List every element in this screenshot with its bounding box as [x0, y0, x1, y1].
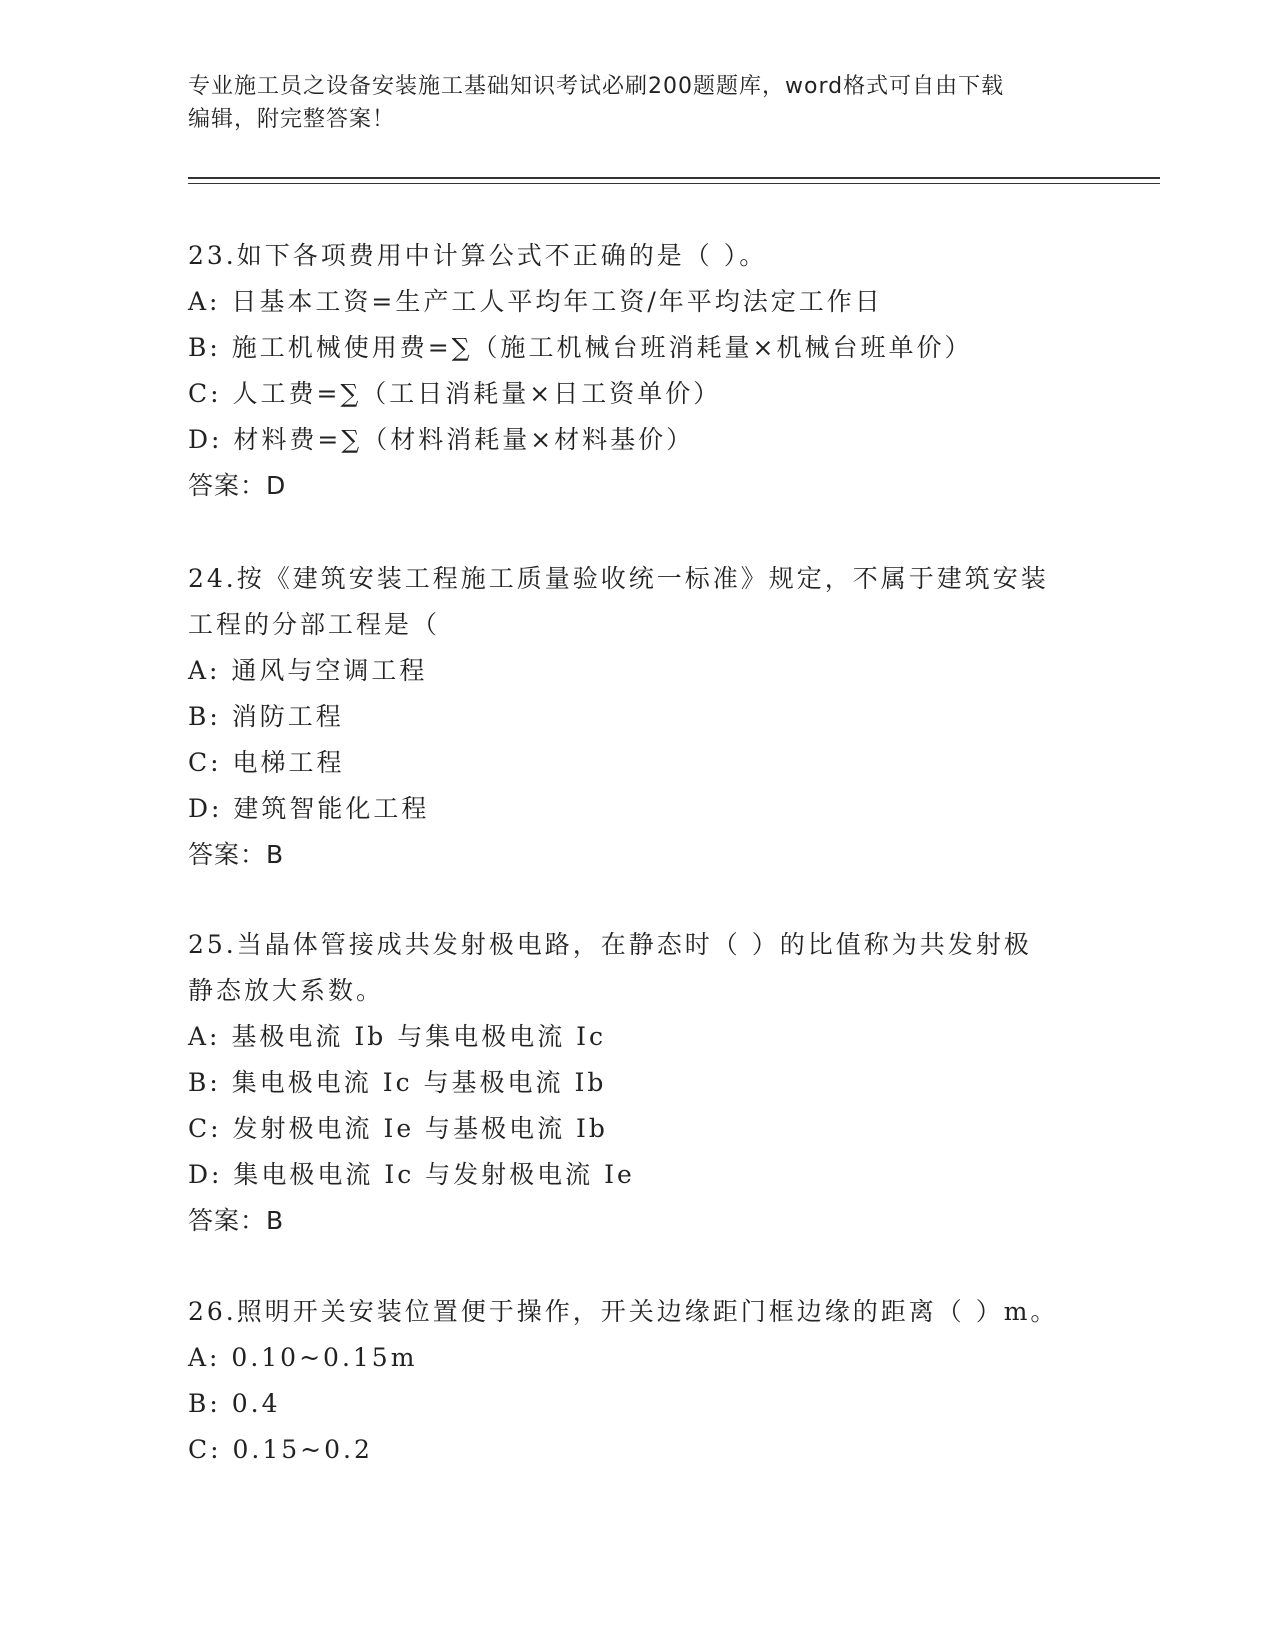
question-25: [188, 922, 1088, 1244]
question-23: [188, 233, 1088, 509]
header-line-2: 编辑，附完整答案！: [188, 107, 396, 132]
option-a: A: 通风与空调工程: [188, 656, 428, 685]
option-a: A: 0.10~0.15m: [188, 1343, 418, 1372]
option-d: D: 集电极电流 Ic 与发射极电流 Ie: [188, 1160, 635, 1189]
option-b: B: 消防工程: [188, 702, 344, 731]
question-26: [188, 1289, 1088, 1473]
option-d: D: 材料费=∑（材料消耗量×材料基价）: [188, 425, 695, 454]
question-text: 23.如下各项费用中计算公式不正确的是（ ）。: [188, 241, 768, 270]
question-text: 26.照明开关安装位置便于操作，开关边缘距门框边缘的距离（ ）m。: [188, 1297, 1059, 1326]
answer-text: 答案：B: [188, 840, 285, 869]
question-text: 24.按《建筑安装工程施工质量验收统一标准》规定，不属于建筑安装: [188, 564, 1049, 593]
option-b: B: 0.4: [188, 1389, 281, 1418]
option-c: C: 发射极电流 Ie 与基极电流 Ib: [188, 1114, 608, 1143]
question-text-continued: 静态放大系数。: [188, 976, 385, 1005]
option-d: D: 建筑智能化工程: [188, 794, 430, 823]
option-b: B: 施工机械使用费=∑（施工机械台班消耗量×机械台班单价）: [188, 333, 973, 362]
header-divider-thin: [188, 183, 1160, 184]
answer-text: 答案：B: [188, 1206, 285, 1235]
option-c: C: 电梯工程: [188, 748, 345, 777]
header-line-1: 专业施工员之设备安装施工基础知识考试必刷200题题库，word格式可自由下载: [188, 74, 1005, 99]
option-c: C: 0.15~0.2: [188, 1435, 373, 1464]
answer-text: 答案：D: [188, 471, 287, 500]
option-c: C: 人工费=∑（工日消耗量×日工资单价）: [188, 379, 722, 408]
question-text: 25.当晶体管接成共发射极电路，在静态时（ ）的比值称为共发射极: [188, 930, 1032, 959]
document-header: [188, 70, 1088, 136]
question-text-continued: 工程的分部工程是（: [188, 610, 441, 639]
question-24: [188, 556, 1088, 878]
option-a: A: 基极电流 Ib 与集电极电流 Ic: [188, 1022, 607, 1051]
header-divider-thick: [188, 177, 1160, 179]
option-a: A: 日基本工资=生产工人平均年工资/年平均法定工作日: [188, 287, 883, 316]
option-b: B: 集电极电流 Ic 与基极电流 Ib: [188, 1068, 607, 1097]
